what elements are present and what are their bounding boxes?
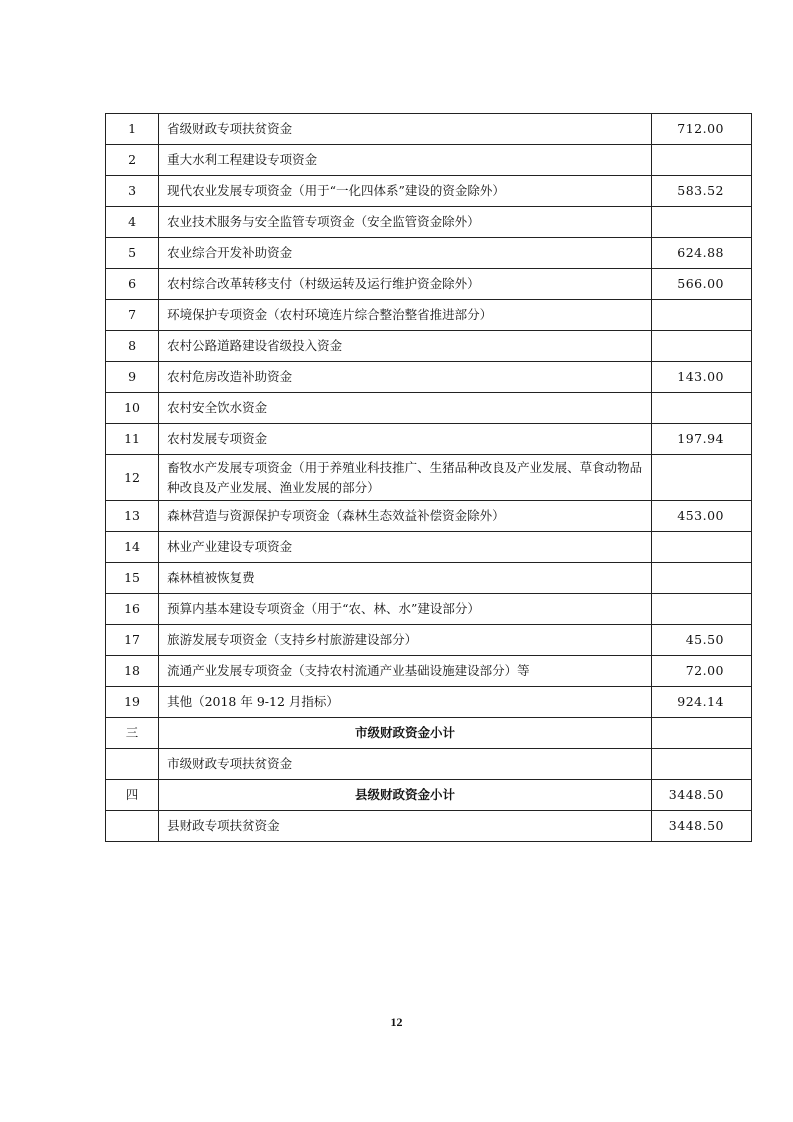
fund-name: 预算内基本建设专项资金（用于“农、林、水”建设部分） bbox=[159, 594, 652, 625]
row-number: 10 bbox=[106, 393, 159, 424]
fund-amount: 143.00 bbox=[651, 362, 751, 393]
row-number: 6 bbox=[106, 269, 159, 300]
page-number: 12 bbox=[390, 1015, 403, 1029]
table-row bbox=[106, 269, 752, 300]
table-row bbox=[106, 455, 752, 501]
fund-name: 其他（2018 年 9-12 月指标） bbox=[159, 687, 652, 718]
fund-name: 森林植被恢复费 bbox=[159, 563, 652, 594]
table-row bbox=[106, 114, 752, 145]
row-number: 14 bbox=[106, 532, 159, 563]
row-number: 17 bbox=[106, 625, 159, 656]
row-number: 11 bbox=[106, 424, 159, 455]
fund-table bbox=[105, 113, 752, 842]
row-number: 15 bbox=[106, 563, 159, 594]
fund-amount: 566.00 bbox=[651, 269, 751, 300]
table-row bbox=[106, 145, 752, 176]
fund-amount: 624.88 bbox=[651, 238, 751, 269]
fund-name: 农村安全饮水资金 bbox=[159, 393, 652, 424]
row-number: 13 bbox=[106, 501, 159, 532]
fund-name: 省级财政专项扶贫资金 bbox=[159, 114, 652, 145]
fund-amount: 3448.50 bbox=[651, 811, 751, 842]
row-number: 5 bbox=[106, 238, 159, 269]
fund-amount: 197.94 bbox=[651, 424, 751, 455]
row-number: 3 bbox=[106, 176, 159, 207]
fund-name: 流通产业发展专项资金（支持农村流通产业基础设施建设部分）等 bbox=[159, 656, 652, 687]
table-row bbox=[106, 811, 752, 842]
fund-name: 畜牧水产发展专项资金（用于养殖业科技推广、生猪品种改良及产业发展、草食动物品种改良及产业发展、渔业发展的部分） bbox=[159, 455, 652, 501]
table-row bbox=[106, 176, 752, 207]
section-title: 市级财政资金小计 bbox=[159, 718, 652, 749]
table-row bbox=[106, 563, 752, 594]
fund-name: 环境保护专项资金（农村环境连片综合整治整省推进部分） bbox=[159, 300, 652, 331]
fund-name: 农业技术服务与安全监管专项资金（安全监管资金除外） bbox=[159, 207, 652, 238]
row-number bbox=[106, 811, 159, 842]
fund-name: 重大水利工程建设专项资金 bbox=[159, 145, 652, 176]
section-amount: 3448.50 bbox=[651, 780, 751, 811]
fund-amount bbox=[651, 145, 751, 176]
section-number: 四 bbox=[106, 780, 159, 811]
row-number: 1 bbox=[106, 114, 159, 145]
table-row bbox=[106, 501, 752, 532]
fund-amount bbox=[651, 563, 751, 594]
fund-name: 农村综合改革转移支付（村级运转及运行维护资金除外） bbox=[159, 269, 652, 300]
table-row bbox=[106, 625, 752, 656]
fund-name: 森林营造与资源保护专项资金（森林生态效益补偿资金除外） bbox=[159, 501, 652, 532]
fund-name: 旅游发展专项资金（支持乡村旅游建设部分） bbox=[159, 625, 652, 656]
fund-amount: 45.50 bbox=[651, 625, 751, 656]
fund-name: 现代农业发展专项资金（用于“一化四体系”建设的资金除外） bbox=[159, 176, 652, 207]
fund-name: 农村危房改造补助资金 bbox=[159, 362, 652, 393]
row-number: 8 bbox=[106, 331, 159, 362]
fund-name: 林业产业建设专项资金 bbox=[159, 532, 652, 563]
fund-name: 农村公路道路建设省级投入资金 bbox=[159, 331, 652, 362]
table-row bbox=[106, 687, 752, 718]
table-row bbox=[106, 331, 752, 362]
fund-name: 县财政专项扶贫资金 bbox=[159, 811, 652, 842]
table-row bbox=[106, 656, 752, 687]
table-row bbox=[106, 749, 752, 780]
fund-amount bbox=[651, 594, 751, 625]
fund-amount: 72.00 bbox=[651, 656, 751, 687]
row-number: 19 bbox=[106, 687, 159, 718]
county-subtotal-row bbox=[106, 780, 752, 811]
row-number: 12 bbox=[106, 455, 159, 501]
row-number: 9 bbox=[106, 362, 159, 393]
section-amount bbox=[651, 718, 751, 749]
table-row bbox=[106, 594, 752, 625]
table-row bbox=[106, 424, 752, 455]
fund-amount: 924.14 bbox=[651, 687, 751, 718]
fund-name: 市级财政专项扶贫资金 bbox=[159, 749, 652, 780]
fund-name: 农村发展专项资金 bbox=[159, 424, 652, 455]
table-row bbox=[106, 532, 752, 563]
row-number bbox=[106, 749, 159, 780]
table-row bbox=[106, 300, 752, 331]
fund-amount: 583.52 bbox=[651, 176, 751, 207]
city-subtotal-row bbox=[106, 718, 752, 749]
fund-amount bbox=[651, 749, 751, 780]
fund-amount bbox=[651, 331, 751, 362]
fund-amount bbox=[651, 455, 751, 501]
fund-amount bbox=[651, 393, 751, 424]
fund-name: 农业综合开发补助资金 bbox=[159, 238, 652, 269]
fund-amount bbox=[651, 300, 751, 331]
row-number: 2 bbox=[106, 145, 159, 176]
row-number: 7 bbox=[106, 300, 159, 331]
table-row bbox=[106, 238, 752, 269]
section-number: 三 bbox=[106, 718, 159, 749]
fund-amount bbox=[651, 532, 751, 563]
fund-amount: 712.00 bbox=[651, 114, 751, 145]
row-number: 16 bbox=[106, 594, 159, 625]
table-row bbox=[106, 207, 752, 238]
table-row bbox=[106, 362, 752, 393]
section-title: 县级财政资金小计 bbox=[159, 780, 652, 811]
fund-amount bbox=[651, 207, 751, 238]
row-number: 4 bbox=[106, 207, 159, 238]
row-number: 18 bbox=[106, 656, 159, 687]
table-row bbox=[106, 393, 752, 424]
fund-amount: 453.00 bbox=[651, 501, 751, 532]
